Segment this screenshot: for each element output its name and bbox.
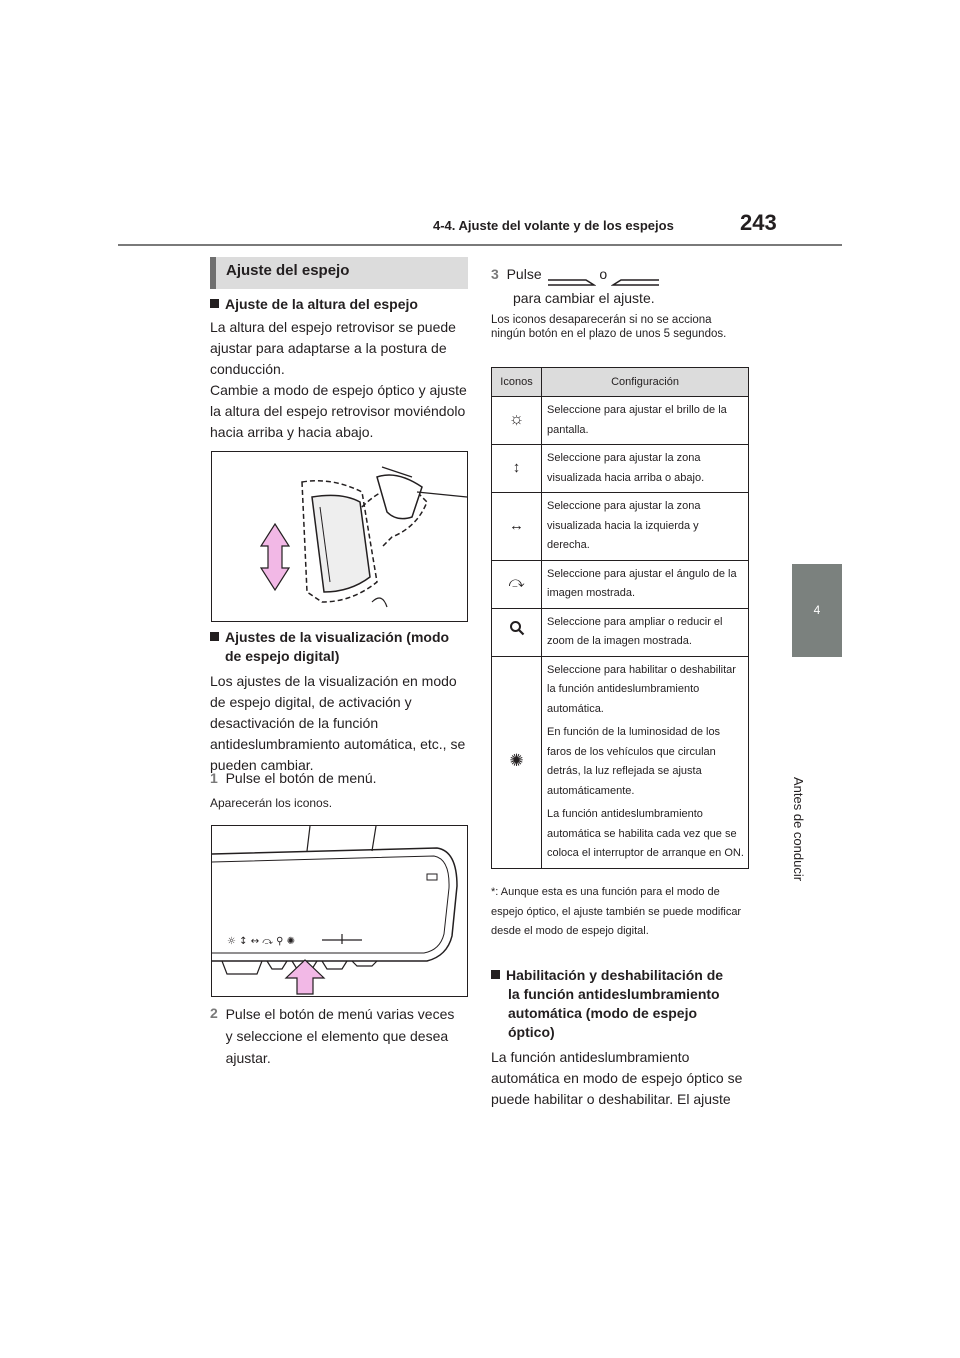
note: Los iconos desaparecerán si no se acciona ningún botón en el plazo de unos 5 segundos. — [491, 314, 727, 340]
subheading-mirror-height: Ajuste de la altura del espejo — [210, 295, 470, 314]
table-row: ⤼ Seleccione para ajustar el ángulo de la imagen mostrada. — [492, 560, 749, 608]
chapter-tab-label: Antes de conducir — [791, 777, 806, 882]
chapter-heading: 4-4. Ajuste del volante y de los espejos — [433, 218, 674, 233]
chapter-tab: 4 — [792, 564, 842, 657]
note: Aparecerán los iconos. — [210, 796, 333, 810]
paragraph: Los ajustes de la visualización en modo de espejo digital, de activación y desactivación de la función antideslumbramiento automática, etc., se pueden cambiar. — [210, 673, 466, 773]
header-rule — [118, 244, 842, 246]
section-title: Ajuste del espejo — [226, 262, 350, 279]
section-heading — [210, 257, 468, 289]
digital-mirror-illustration — [211, 825, 468, 997]
angle-icon: ⤼ — [508, 574, 525, 592]
table-row: ↔ Seleccione para ajustar la zona visualizada hacia la izquierda y derecha. — [492, 493, 749, 561]
table-row: ☼ Seleccione para ajustar el brillo de la pantalla. — [492, 397, 749, 445]
step-1: 1 Pulse el botón de menú. — [210, 770, 377, 786]
footnote: *: Aunque esta es una función para el modo de espejo óptico, el ajuste también se puede modificar desde el modo de espejo digital. — [491, 886, 742, 937]
vertical-arrow-icon: ↕ — [512, 458, 521, 476]
table-header-config: Configuración — [542, 368, 749, 397]
step-2: 2 Pulse el botón de menú varias veces y seleccione el elemento que desea ajustar. — [210, 1005, 455, 1066]
paragraph: Cambie a modo de espejo óptico y ajuste la altura del espejo retrovisor moviéndolo hacia arriba y hacia abajo. — [210, 382, 467, 440]
brightness-icon: ☼ — [508, 409, 525, 429]
auto-antiglare-icon: ✺ — [509, 750, 524, 770]
page-number: 243 — [740, 210, 777, 235]
subheading-display-settings: Ajustes de la visualización (modo de espejo digital) — [210, 628, 470, 666]
subheading-antiglare: Habilitación y deshabilitación de la función antideslumbramiento automática (modo de espejo óptico) — [491, 966, 753, 1042]
left-button-icon — [611, 270, 661, 280]
mirror-height-illustration — [211, 451, 468, 622]
table-row: ✺ Seleccione para habilitar o deshabilitar la función antideslumbramiento automática. En función de la luminosidad de los faros de los vehículos que circulan detrás, la luz reflejada se ajusta automáticamente. La función antideslumbramiento automática se habilita cada vez que se coloca el interruptor de arranque en ON. — [492, 656, 749, 868]
right-button-icon — [546, 270, 596, 280]
zoom-icon — [509, 627, 525, 639]
paragraph: La altura del espejo retrovisor se puede ajustar para adaptarse a la postura de conducción. — [210, 319, 456, 377]
paragraph: La función antideslumbramiento automática en modo de espejo óptico se puede habilitar o deshabilitar. El ajuste — [491, 1049, 743, 1107]
table-row: Seleccione para ampliar o reducir el zoom de la imagen mostrada. — [492, 608, 749, 656]
step-3: 3 Pulse o para cambiar el ajuste. — [491, 262, 751, 310]
svg-text:☼ ↕ ↔ ⤼ ⚲ ✺: ☼ ↕ ↔ ⤼ ⚲ ✺ — [227, 936, 296, 947]
table-header-icons: Iconos — [492, 368, 542, 397]
icons-table — [491, 367, 749, 869]
horizontal-arrow-icon: ↔ — [509, 516, 524, 534]
table-header-row — [492, 368, 749, 397]
table-row: ↕ Seleccione para ajustar la zona visualizada hacia arriba o abajo. — [492, 445, 749, 493]
